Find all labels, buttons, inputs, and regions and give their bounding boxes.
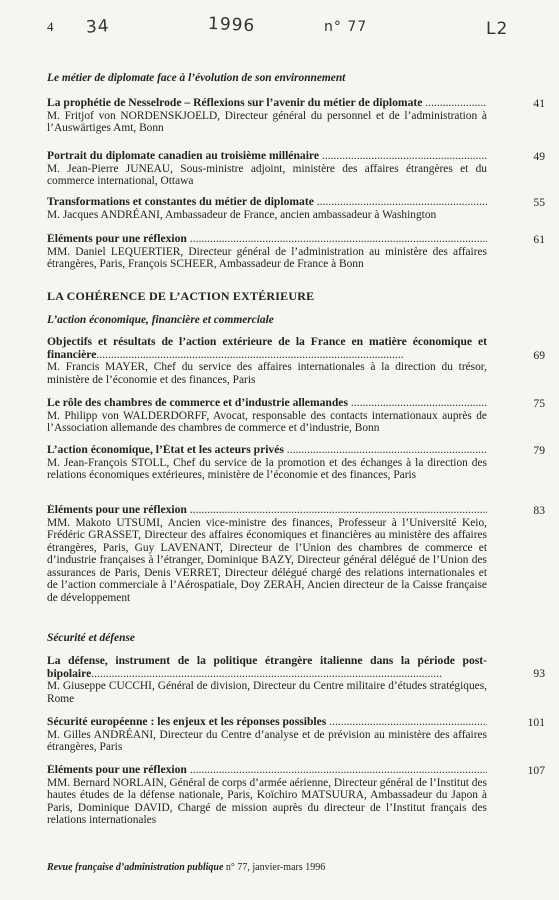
entry-title: La défense, instrument de la politique étrangère italienne dans la période post-bipolaire.........................................................................................................................: [47, 654, 487, 680]
toc-entry[interactable]: [47, 716, 487, 754]
entry-page: 41: [533, 97, 545, 110]
entry-page: 83: [533, 504, 545, 517]
entry-authors: MM. Bernard NORLAIN, Général de corps d’armée aérienne, Directeur général de l’Institut des hautes études de la défense nationale, Paris, Koïchiro MATSUURA, Ambassadeur du Japon à Paris, Dominique DAVID, Chargé de mission auprès du directeur de l’Institut français des relations internationales: [47, 776, 487, 827]
entry-title: Éléments pour une réflexion .....: [47, 764, 487, 777]
entry-title: Portrait du diplomate canadien au troisième millénaire .....: [47, 150, 487, 163]
entry-title: Éléments pour une réflexion .....: [47, 233, 487, 246]
section-heading: Le métier de diplomate face à l’évolution de son environnement: [47, 72, 346, 84]
entry-page: 107: [527, 764, 545, 777]
toc-entry[interactable]: [47, 97, 487, 135]
issue-info: n° 77, janvier-mars 1996: [225, 862, 326, 873]
entry-page: 101: [527, 716, 545, 729]
entry-page: 61: [533, 233, 545, 246]
entry-authors: M. Gilles ANDRÉANI, Directeur du Centre d’analyse et de prévision au ministère des affaires étrangères, Paris: [47, 728, 487, 754]
entry-authors: M. Philipp von WALDERDORFF, Avocat, responsable des contacts internationaux auprès de l’Association allemande des chambres de commerce et d’industrie, Bonn: [47, 409, 487, 435]
entry-page: 49: [533, 150, 545, 163]
toc-entry[interactable]: [47, 397, 487, 435]
entry-title: Sécurité européenne : les enjeux et les réponses possibles .....: [47, 716, 487, 729]
toc-entry[interactable]: [47, 655, 487, 705]
handwritten-note: n° 77: [324, 19, 368, 35]
handwritten-note: L2: [486, 19, 509, 39]
entry-page: 79: [533, 444, 545, 457]
entry-page: 75: [533, 397, 545, 410]
journal-name: Revue française d’administration publique: [47, 862, 224, 873]
entry-authors: MM. Daniel LEQUERTIER, Directeur général de l’administration au ministère des affaires étrangères, Paris, François SCHEER, Ambassadeur de France à Bonn: [47, 245, 487, 271]
toc-entry[interactable]: [47, 150, 487, 188]
entry-title: L’action économique, l’État et les acteurs privés .....: [47, 444, 487, 457]
entry-title: Le rôle des chambres de commerce et d’industrie allemandes .....: [47, 397, 487, 410]
entry-title: La prophétie de Nesselrode – Réflexions sur l’avenir du métier de diplomate .....: [47, 97, 487, 110]
toc-entry[interactable]: [47, 444, 487, 482]
footer: [47, 862, 325, 873]
entry-title: Éléments pour une réflexion .....: [47, 504, 487, 517]
entry-authors: MM. Makoto UTSUMI, Ancien vice-ministre des finances, Professeur à l’Université Keio, Frédéric GRASSET, Directeur des affaires économiques et financières au ministère des affaires étrangères, Paris, Guy LAVENANT, Directeur de l’Union des chambres de commerce et d’industrie françaises à l’étranger, Dominique BAZY, Directeur général délégué de l’Union des assurances de Paris, Denis VERRET, Directeur délégué chargé des relations internationales et de l’action commerciale à l’Aérospatiale, Doy ZERAH, Ancien directeur de la Caisse française de développement: [47, 516, 487, 605]
entry-page: 93: [533, 667, 545, 680]
main-heading: LA COHÉRENCE DE L’ACTION EXTÉRIEURE: [47, 289, 315, 303]
entry-authors: M. Jean-Pierre JUNEAU, Sous-ministre adjoint, ministère des affaires étrangères et du commerce international, Ottawa: [47, 162, 487, 188]
section-heading: L’action économique, financière et commerciale: [47, 314, 274, 326]
section-heading: Sécurité et défense: [47, 632, 135, 644]
entry-authors: M. Jean-François STOLL, Chef du service de la promotion et des échanges à la direction des relations économiques extérieures, ministère de l’économie et des finances, Paris: [47, 456, 487, 482]
page-number: 4: [47, 19, 54, 34]
entry-authors: M. Fritjof von NORDENSKJOELD, Directeur général du personnel et de l’administration à l’Auswärtiges Amt, Bonn: [47, 109, 487, 135]
toc-entry[interactable]: [47, 764, 487, 827]
entry-page: 55: [533, 196, 545, 209]
entry-title: Objectifs et résultats de l’action extérieure de la France en matière économique et financière..........................................................................................................: [47, 335, 487, 361]
toc-entry[interactable]: [47, 196, 487, 221]
toc-entry[interactable]: [47, 233, 487, 271]
handwritten-note: 34: [85, 16, 111, 38]
entry-authors: M. Francis MAYER, Chef du service des affaires internationales à la direction du trésor, ministère de l’économie et des finances, Paris: [47, 361, 487, 386]
entry-authors: M. Jacques ANDRÉANI, Ambassadeur de France, ancien ambassadeur à Washington: [47, 208, 437, 221]
toc-entry[interactable]: [47, 504, 487, 605]
entry-page: 69: [533, 349, 545, 362]
handwritten-note: 1996: [207, 13, 256, 37]
entry-title: Transformations et constantes du métier de diplomate .....: [47, 196, 487, 209]
toc-entry[interactable]: [47, 336, 487, 386]
entry-authors: M. Giuseppe CUCCHI, Général de division, Directeur du Centre militaire d’études stratégiques, Rome: [47, 680, 487, 705]
